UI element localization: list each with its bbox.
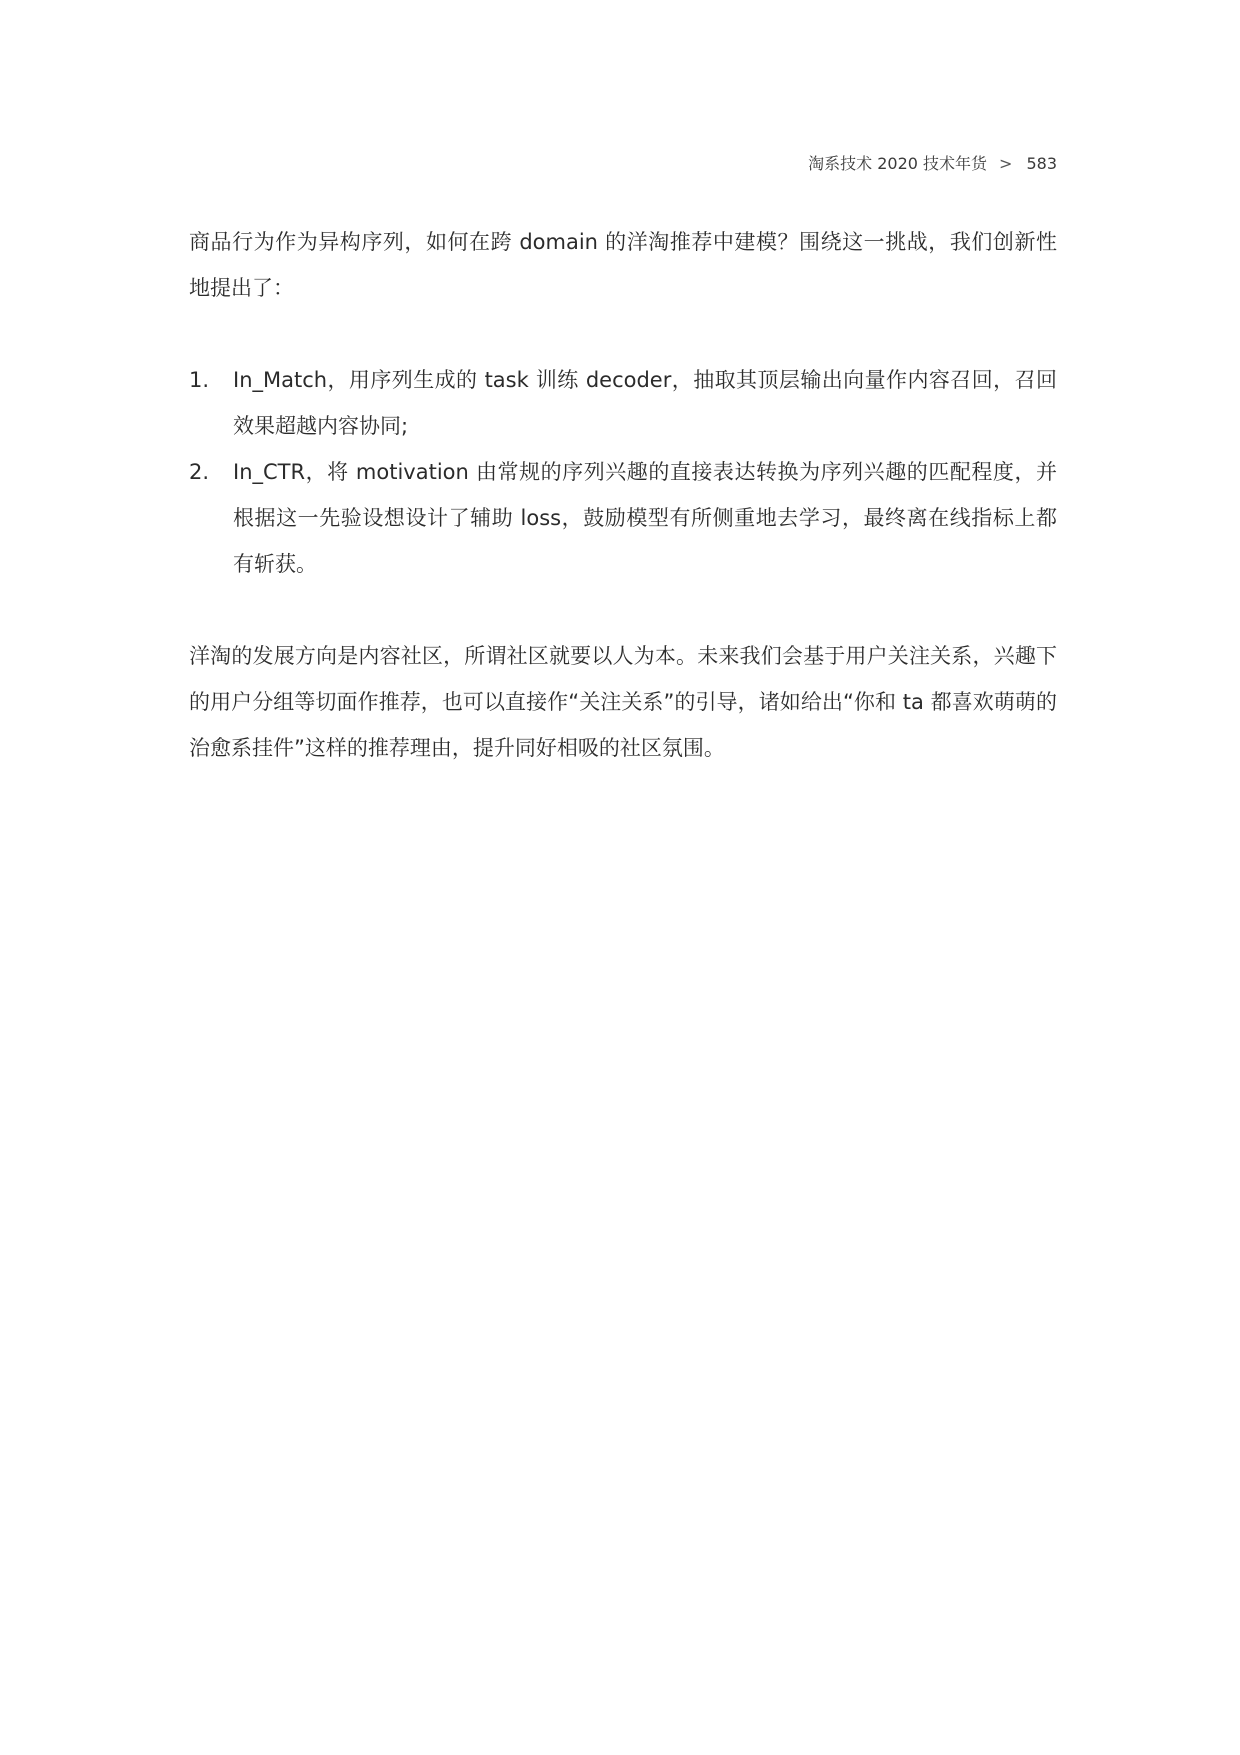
book-title: 淘系技术 2020 技术年货 bbox=[808, 154, 988, 173]
paragraph-gap bbox=[189, 587, 1057, 633]
numbered-list bbox=[189, 357, 1057, 587]
list-item-text: In_Match，用序列生成的 task 训练 decoder，抽取其顶层输出向量作内容召回，召回效果超越内容协同; bbox=[233, 368, 1057, 438]
running-header bbox=[808, 150, 1057, 178]
page-number: 583 bbox=[1026, 154, 1057, 173]
list-item bbox=[189, 357, 1057, 449]
header-separator: > bbox=[999, 154, 1013, 173]
paragraph-gap bbox=[189, 311, 1057, 357]
intro-paragraph: 商品行为作为异构序列，如何在跨 domain 的洋淘推荐中建模？围绕这一挑战，我们创新性地提出了： bbox=[189, 230, 1057, 300]
closing-paragraph: 洋淘的发展方向是内容社区，所谓社区就要以人为本。未来我们会基于用户关注关系，兴趣下的用户分组等切面作推荐，也可以直接作“关注关系”的引导，诸如给出“你和 ta 都喜欢萌萌的治愈系挂件”这样的推荐理由，提升同好相吸的社区氛围。 bbox=[189, 644, 1057, 760]
list-item-number: 1. bbox=[189, 368, 210, 392]
page-body bbox=[189, 219, 1057, 771]
list-item-text: In_CTR，将 motivation 由常规的序列兴趣的直接表达转换为序列兴趣的匹配程度，并根据这一先验设想设计了辅助 loss，鼓励模型有所侧重地去学习，最终离在线指标上都有斩获。 bbox=[233, 460, 1057, 576]
list-item bbox=[189, 449, 1057, 587]
list-item-number: 2. bbox=[189, 460, 210, 484]
